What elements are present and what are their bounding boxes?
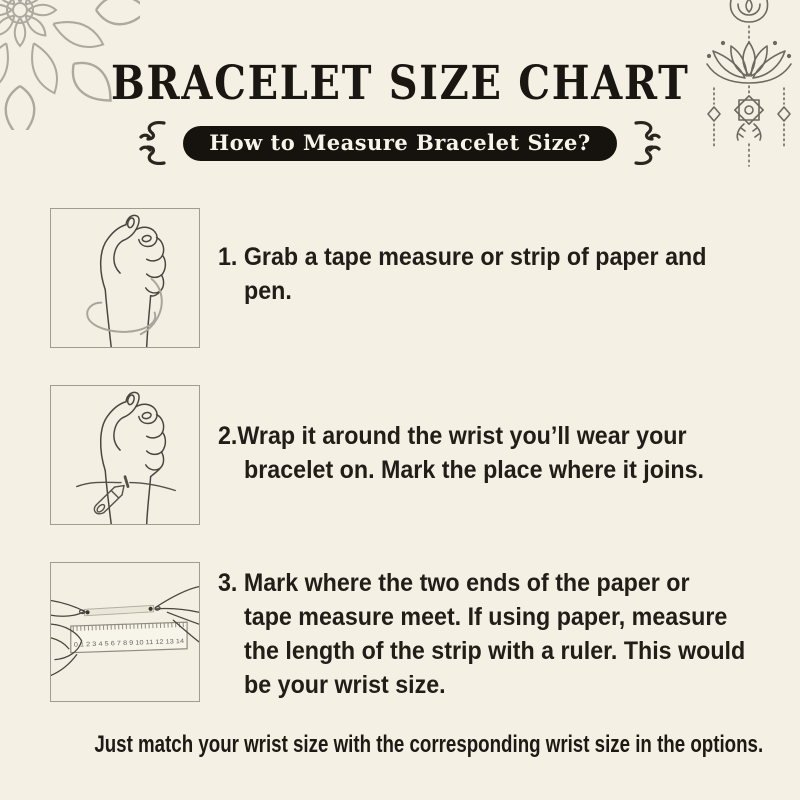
step-3: [50, 562, 770, 704]
step-2-illustration-box: [50, 385, 200, 525]
step-3-illustration-box: [50, 562, 200, 702]
step-2-line-2: bracelet on. Mark the place where it joins.: [244, 456, 705, 484]
badge-how-to-measure: How to Measure Bracelet Size?: [183, 126, 616, 161]
step-3-line-1: 3. Mark where the two ends of the paper or: [218, 569, 690, 597]
step-2-line-1: 2.Wrap it around the wrist you’ll wear your: [218, 422, 687, 450]
page-title: BRACELET SIZE CHART: [110, 56, 690, 111]
step-1-line-2: pen.: [244, 277, 292, 305]
hands-holding-strip-over-ruler-icon: [51, 563, 199, 701]
hand-fist-with-pen-marking-wrist-icon: [51, 386, 199, 524]
step-3-line-4: be your wrist size.: [244, 671, 446, 699]
step-2: [50, 385, 770, 527]
subtitle-row: [0, 118, 800, 168]
step-1-text: [218, 240, 795, 308]
footer-note: Just match your wrist size with the corresponding wrist size in the options.: [94, 731, 764, 758]
step-3-line-3: the length of the strip with a ruler. This would: [244, 637, 746, 665]
step-3-line-2: tape measure meet. If using paper, measure: [244, 603, 728, 631]
step-1-illustration-box: [50, 208, 200, 348]
ruler-numbers: 0 1 2 3 4 5 6 7 8 9 10 11 12 13 14: [73, 638, 168, 649]
flourish-squiggle-right-icon: [630, 118, 664, 168]
step-2-text: [218, 419, 795, 487]
hand-fist-with-tape-loop-icon: [51, 209, 199, 347]
step-1-line-1: 1. Grab a tape measure or strip of paper and: [218, 243, 707, 271]
step-1: [50, 208, 770, 350]
flourish-squiggle-left-icon: [136, 118, 170, 168]
step-3-text: [218, 566, 795, 702]
